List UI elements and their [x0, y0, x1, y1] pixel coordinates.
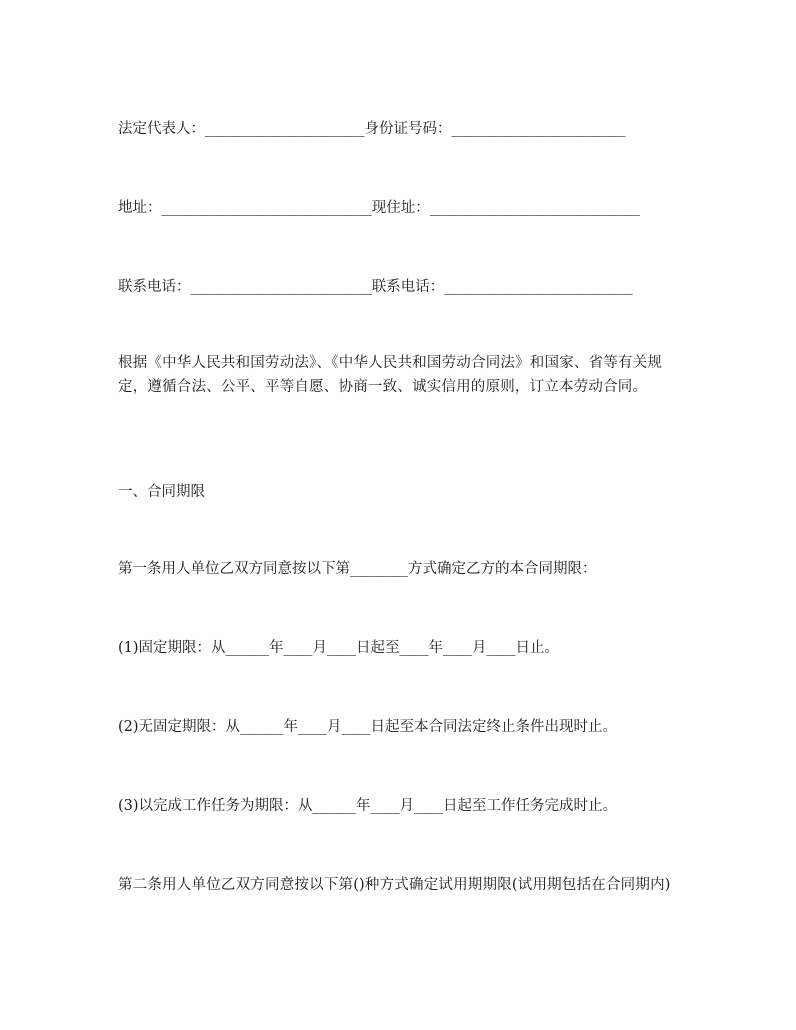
- section-one-title: 一、合同期限: [118, 484, 205, 500]
- legal-representative-line: 法定代表人：______________________身份证号码：________________________: [118, 121, 626, 137]
- preamble-paragraph: 根据《中华人民共和国劳动法》、《中华人民共和国劳动合同法》和国家、省等有关规定，遵循合法、公平、平等自愿、协商一致、诚实信用的原则，订立本劳动合同。: [118, 355, 663, 395]
- phone-line: 联系电话：_________________________联系电话：__________________________: [118, 279, 633, 295]
- option-fixed-term: (1)固定期限：从______年____月____日起至____年____月____日止。: [118, 640, 560, 656]
- option-open-term: (2)无固定期限：从______年____月____日起至本合同法定终止条件出现时止。: [118, 719, 618, 735]
- article-one: 第一条用人单位乙双方同意按以下第________方式确定乙方的本合同期限：: [118, 561, 597, 577]
- address-line: 地址：_____________________________现住址：_____________________________: [118, 200, 640, 216]
- option-task-term: (3)以完成工作任务为期限：从______年____月____日起至工作任务完成时止。: [118, 798, 618, 814]
- article-two: 第二条用人单位乙双方同意按以下第()种方式确定试用期期限(试用期包括在合同期内): [118, 877, 671, 893]
